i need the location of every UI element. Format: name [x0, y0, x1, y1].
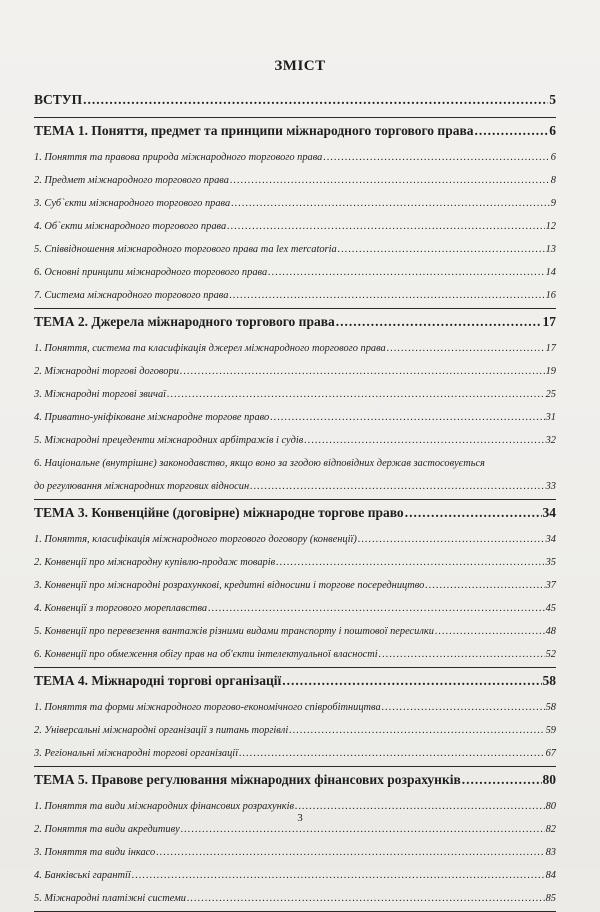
toc-item[interactable]	[34, 412, 556, 425]
toc-entry-label: 3. Регіональні міжнародні торгові організації	[34, 748, 239, 759]
toc-item[interactable]	[34, 626, 556, 639]
toc-page-number: 19	[545, 366, 556, 377]
toc-page-number: 14	[545, 267, 556, 278]
toc-item[interactable]	[34, 267, 556, 280]
toc-page-number: 17	[545, 343, 556, 354]
toc-item[interactable]	[34, 366, 556, 379]
toc-entry-label: 4. Банківські гарантії	[34, 870, 131, 881]
toc-item[interactable]	[34, 534, 556, 547]
toc-entry-label: ТЕМА 3. Конвенційне (договірне) міжнародне торгове право	[34, 505, 404, 520]
dot-leader	[167, 389, 545, 400]
dot-leader	[239, 748, 545, 759]
toc-entry-label: ТЕМА 5. Правове регулювання міжнародних фінансових розрахунків	[34, 772, 461, 787]
dot-leader	[270, 412, 544, 423]
toc-page-number: 52	[545, 649, 556, 660]
toc-item[interactable]	[34, 748, 556, 761]
toc-item[interactable]	[34, 221, 556, 234]
toc-entry-label: 1. Поняття та правова природа міжнародного торгового права	[34, 152, 323, 163]
dot-leader	[323, 152, 549, 163]
toc-page-number: 6	[549, 123, 556, 138]
toc-section-heading[interactable]	[34, 123, 556, 143]
dot-leader	[132, 870, 545, 881]
toc-item[interactable]	[34, 244, 556, 257]
toc-page-number: 83	[545, 847, 556, 858]
dot-leader	[425, 580, 544, 591]
dot-leader	[229, 290, 544, 301]
toc-item[interactable]	[34, 603, 556, 616]
toc-entry-label: ТЕМА 2. Джерела міжнародного торгового права	[34, 314, 335, 329]
toc-page-number: 17	[542, 314, 556, 329]
toc-entry-label: 6. Конвенції про обмеження обігу прав на об'єкти інтелектуальної власності	[34, 649, 378, 660]
toc-page-number: 25	[545, 389, 556, 400]
toc-intro-row[interactable]	[34, 92, 556, 112]
dot-leader	[230, 175, 550, 186]
toc-page-number: 34	[545, 534, 556, 545]
divider	[34, 667, 556, 668]
toc-section-heading[interactable]	[34, 314, 556, 334]
toc-item[interactable]	[34, 557, 556, 570]
dot-leader	[231, 198, 550, 209]
toc-item[interactable]	[34, 343, 556, 356]
toc-item[interactable]	[34, 870, 556, 883]
toc-page-number: 45	[545, 603, 556, 614]
toc-entry-label: 2. Універсальні міжнародні організації з питань торгівлі	[34, 725, 289, 736]
divider	[34, 499, 556, 500]
dot-leader	[83, 92, 548, 108]
toc-entry-label: 1. Поняття та форми міжнародного торгово-економічного співробітництва	[34, 702, 381, 713]
toc-entry-label: 1. Поняття та види міжнародних фінансових розрахунків	[34, 801, 294, 812]
page-title: ЗМІСТ	[274, 58, 326, 74]
toc-entry-label: 5. Міжнародні платіжні системи	[34, 893, 186, 904]
toc-section-heading[interactable]	[34, 772, 556, 792]
dot-leader	[227, 221, 544, 232]
dot-leader	[208, 603, 545, 614]
dot-leader	[338, 244, 545, 255]
toc-section-heading[interactable]	[34, 505, 556, 525]
toc-item[interactable]	[34, 725, 556, 738]
toc-entry-label: 5. Співвідношення міжнародного торгового права та lex mercatoria	[34, 244, 337, 255]
page-number: 3	[297, 812, 303, 824]
toc-entry-label: 7. Система міжнародного торгового права	[34, 290, 229, 301]
dot-leader	[268, 267, 544, 278]
toc-item[interactable]	[34, 389, 556, 402]
toc-page-number: 34	[542, 505, 556, 520]
divider	[34, 766, 556, 767]
toc-entry-label: 2. Міжнародні торгові договори	[34, 366, 179, 377]
toc-entry-label: ТЕМА 4. Міжнародні торгові організації	[34, 673, 282, 688]
divider	[34, 117, 556, 118]
dot-leader	[282, 673, 541, 689]
toc-entry-label: 3. Поняття та види інкасо	[34, 847, 156, 858]
toc-page-number: 37	[545, 580, 556, 591]
toc-page-number: 85	[545, 893, 556, 904]
toc-page-number: 16	[545, 290, 556, 301]
toc-item[interactable]	[34, 290, 556, 303]
dot-leader	[387, 343, 545, 354]
dot-leader	[475, 123, 549, 139]
toc-page-number: 67	[545, 748, 556, 759]
toc-item[interactable]	[34, 824, 556, 837]
toc-page-number: 8	[550, 175, 556, 186]
toc-entry-label: 2. Конвенції про міжнародну купівлю-продаж товарів	[34, 557, 276, 568]
toc-entry-label: 3. Конвенції про міжнародні розрахункові, кредитні відносини і торгове посередництво	[34, 580, 425, 591]
toc-item[interactable]	[34, 893, 556, 906]
toc-page-number: 32	[545, 435, 556, 446]
toc-item[interactable]	[34, 702, 556, 715]
toc-item[interactable]	[34, 435, 556, 448]
dot-leader	[382, 702, 545, 713]
dot-leader	[276, 557, 544, 568]
toc-entry-label: 6. Національне (внутрішнє) законодавство, якщо воно за згодою відповідних держав застосовується	[34, 458, 485, 469]
dot-leader	[379, 649, 545, 660]
toc-page-number: 58	[545, 702, 556, 713]
toc-page-number: 35	[545, 557, 556, 568]
toc-entry-label: ВСТУП	[34, 92, 83, 107]
toc-entry-label: 6. Основні принципи міжнародного торгового права	[34, 267, 268, 278]
toc-page-number: 5	[549, 92, 556, 107]
toc-page-number: 6	[550, 152, 556, 163]
toc-item[interactable]	[34, 847, 556, 860]
toc-entry-label: 5. Конвенції про перевезення вантажів різними видами транспорту і поштової пересилки	[34, 626, 434, 637]
toc-item[interactable]	[34, 649, 556, 662]
toc-item[interactable]	[34, 580, 556, 593]
toc-item[interactable]	[34, 152, 556, 165]
toc-page-number: 12	[545, 221, 556, 232]
toc-entry-label: 4. Приватно-уніфіковане міжнародне торгове право	[34, 412, 270, 423]
dot-leader	[181, 824, 545, 835]
dot-leader	[435, 626, 545, 637]
toc-page-number: 31	[545, 412, 556, 423]
dot-leader	[462, 772, 542, 788]
toc-entry-label: ТЕМА 1. Поняття, предмет та принципи міжнародного торгового права	[34, 123, 474, 138]
toc-page-number: 82	[545, 824, 556, 835]
toc-page-number: 80	[542, 772, 556, 787]
toc-entry-label: 2. Поняття та види акредитиву	[34, 824, 180, 835]
toc-page-number: 9	[550, 198, 556, 209]
dot-leader	[250, 481, 545, 492]
table-of-contents	[34, 92, 556, 912]
toc-item-continuation[interactable]	[34, 481, 556, 494]
toc-entry-label: 5. Міжнародні прецеденти міжнародних арбітражів і судів	[34, 435, 304, 446]
toc-page-number: 58	[542, 673, 556, 688]
dot-leader	[405, 505, 542, 521]
toc-page-number: 59	[545, 725, 556, 736]
toc-entry-label: 3. Суб`єкти міжнародного торгового права	[34, 198, 231, 209]
toc-page-number: 84	[545, 870, 556, 881]
dot-leader	[180, 366, 545, 377]
dot-leader	[295, 801, 545, 812]
toc-entry-label-continuation: до регулювання міжнародних торгових відносин	[34, 481, 250, 492]
toc-entry-label: 1. Поняття, класифікація міжнародного торгового договору (конвенції)	[34, 534, 357, 545]
dot-leader	[156, 847, 544, 858]
dot-leader	[187, 893, 545, 904]
toc-item[interactable]	[34, 198, 556, 211]
toc-entry-label: 2. Предмет міжнародного торгового права	[34, 175, 229, 186]
toc-page-number: 80	[545, 801, 556, 812]
toc-page-number: 13	[545, 244, 556, 255]
dot-leader	[336, 314, 542, 330]
dot-leader	[304, 435, 544, 446]
toc-entry-label: 1. Поняття, система та класифікація джерел міжнародного торгового права	[34, 343, 386, 354]
toc-entry-label: 3. Міжнародні торгові звичаї	[34, 389, 167, 400]
toc-section-heading[interactable]	[34, 673, 556, 693]
toc-entry-label: 4. Конвенції з торгового мореплавства	[34, 603, 208, 614]
divider	[34, 308, 556, 309]
toc-page-number: 48	[545, 626, 556, 637]
dot-leader	[289, 725, 544, 736]
toc-item[interactable]	[34, 175, 556, 188]
dot-leader	[358, 534, 545, 545]
toc-page-number: 33	[545, 481, 556, 492]
toc-entry-label: 4. Об`єкти міжнародного торгового права	[34, 221, 227, 232]
toc-item[interactable]	[34, 458, 556, 471]
